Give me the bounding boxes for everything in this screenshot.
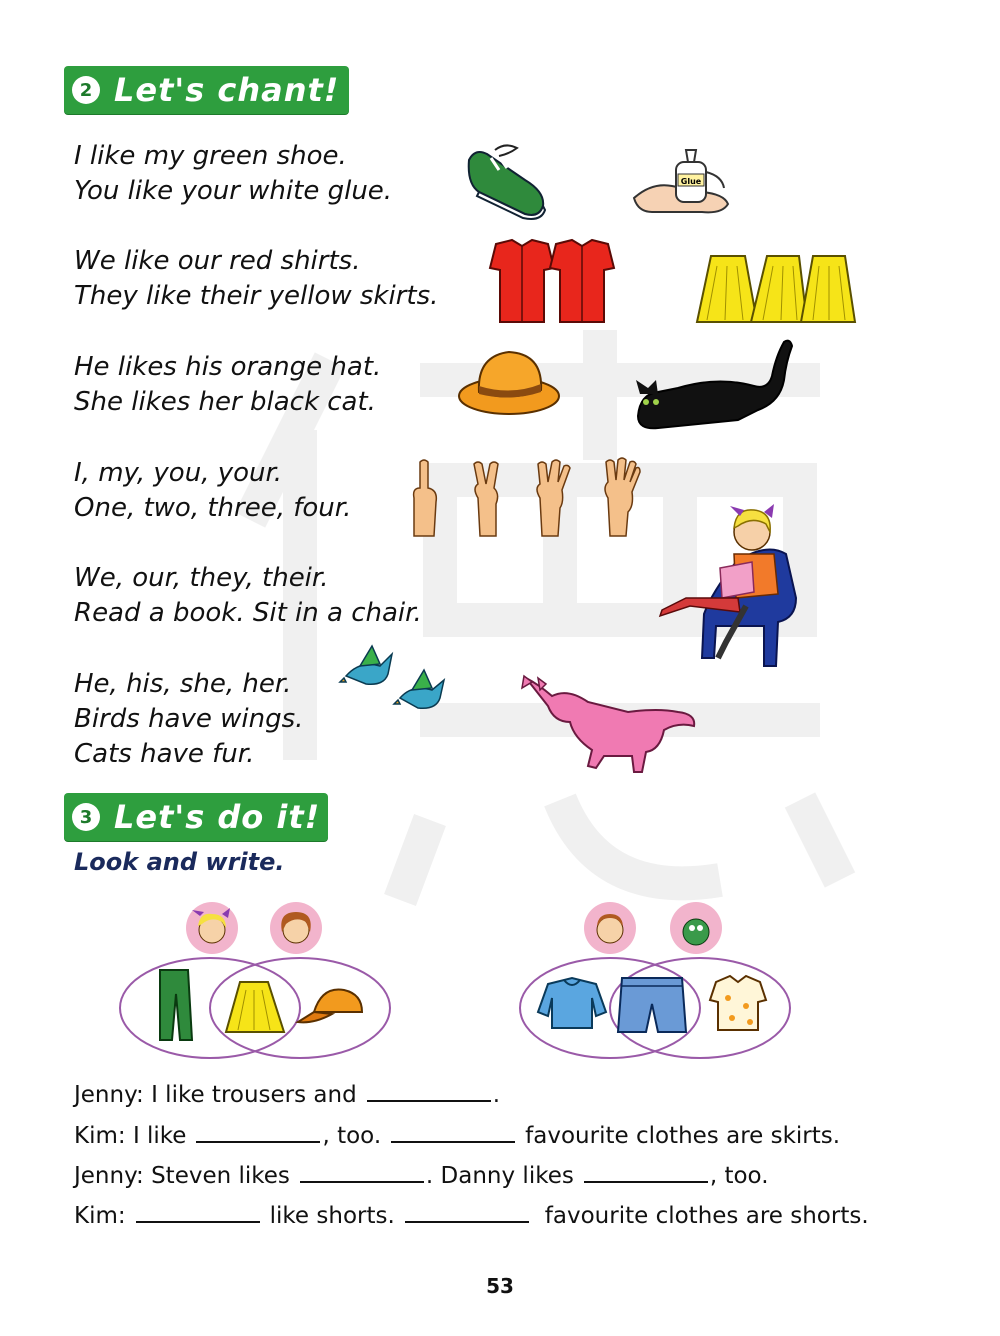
answer-blank[interactable] [367,1080,491,1102]
chant-line: We like our red shirts. [74,246,361,276]
venn-diagram-girls [118,902,392,1062]
section-title: Let's do it! [114,798,321,836]
shoe-icon [465,140,550,222]
section-header-do-it [64,793,328,841]
chant-line: Read a book. Sit in a chair. [74,598,422,628]
chant-line: We, our, they, their. [74,563,329,593]
avatar [670,902,722,954]
hat-icon [457,346,563,420]
answer-blank[interactable] [405,1201,529,1223]
birds-icon [340,640,452,716]
avatar [584,902,636,954]
shirts-icon [482,238,622,326]
chant-line: You like your white glue. [74,176,393,206]
answer-blank[interactable] [300,1161,424,1183]
skirt-icon [226,982,284,1032]
avatar [186,902,238,954]
shorts-icon [618,978,686,1032]
chant-line: They like their yellow skirts. [74,281,439,311]
trousers-icon [160,970,192,1040]
cat-icon [618,336,798,434]
shirt-icon [710,976,766,1030]
chant-line: He likes his orange hat. [74,352,382,382]
exercise-line: Jenny: Steven likes . Danny likes , too. [74,1163,769,1189]
answer-blank[interactable] [584,1161,708,1183]
chant-line: Birds have wings. [74,704,304,734]
page-number: 53 [486,1274,514,1298]
instruction-text: Look and write. [74,848,285,876]
section-number: 3 [72,803,100,831]
chant-line: I, my, you, your. [74,458,283,488]
chant-line: Cats have fur. [74,739,255,769]
counting-hands-icon [404,458,644,536]
exercise-line: Kim: like shorts. favourite clothes are shorts. [74,1203,869,1229]
section-number: 2 [72,76,100,104]
venn-diagram-boys [518,902,792,1062]
answer-blank[interactable] [196,1121,320,1143]
section-header-chant [64,66,349,114]
glue-icon [632,142,732,218]
chant-line: She likes her black cat. [74,387,376,417]
pink-cat-icon [518,672,698,776]
avatar [270,902,322,954]
answer-blank[interactable] [136,1201,260,1223]
section-title: Let's chant! [114,71,340,109]
chant-line: He, his, she, her. [74,669,292,699]
girl-reading-icon [656,502,802,668]
chant-line: One, two, three, four. [74,493,352,523]
sweater-icon [538,978,606,1028]
exercise-line: Kim: I like , too. favourite clothes are skirts. [74,1123,841,1149]
skirts-icon [693,252,859,326]
cap-icon [298,989,362,1022]
answer-blank[interactable] [391,1121,515,1143]
exercise-line: Jenny: I like trousers and . [74,1082,501,1108]
svg-text:Glue: Glue [680,177,702,186]
chant-line: I like my green shoe. [74,141,347,171]
